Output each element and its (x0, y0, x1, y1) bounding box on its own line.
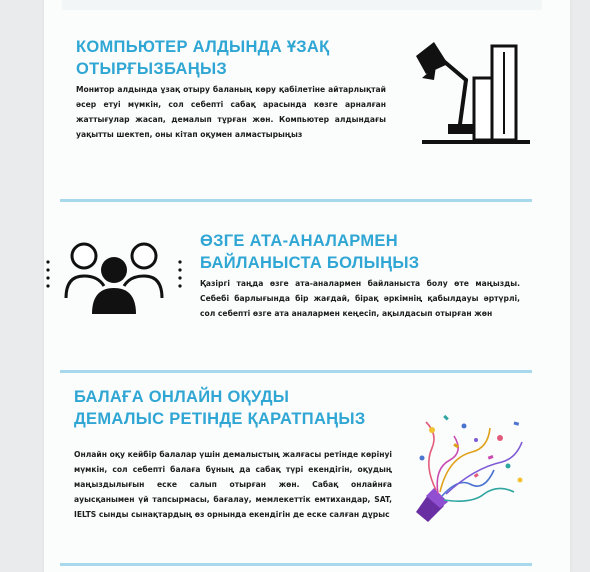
party-popper-icon (404, 408, 534, 526)
section-3-title-line-1: БАЛАҒА ОНЛАЙН ОҚУДЫ (74, 388, 290, 406)
section-2-title-line-2: БАЙЛАНЫСТА БОЛЫҢЫЗ (200, 254, 420, 272)
page-top-strip (62, 0, 542, 10)
section-2-title-line-1: ӨЗГЕ АТА-АНАЛАРМЕН (200, 232, 398, 250)
section-divider (60, 370, 532, 373)
section-divider (60, 563, 532, 566)
section-2-body: Қазіргі таңда өзге ата-аналармен байланыста болу өте маңызды. Себебі барлығында бір жағдай, бірақ әркімнің қабылдауы әртүрлі, сол себепті өзге ата аналармен кеңесіп, ақылдасып отырған жөн (200, 279, 520, 318)
section-1-title-line-1: КОМПЬЮТЕР АЛДЫНДА ҰЗАҚ (76, 38, 330, 56)
desk-lamp-books-icon (404, 38, 534, 156)
section-1-title (76, 36, 330, 80)
section-3-title (74, 386, 365, 430)
section-1-body: Монитор алдында ұзақ отыру баланың көру қабілетіне айтарлықтай әсер етуі мүмкін, сол себепті сабақ арасында көзге арналған жаттығулар жасап, демалып тұрған жөн. Компьютер алдындағы уақытты шектеп, оны кітап оқумен алмастырыңыз (76, 85, 386, 139)
section-3-title-line-2: ДЕМАЛЫС РЕТІНДЕ ҚАРАТПАҢЫЗ (74, 410, 366, 428)
section-1-title-line-2: ОТЫРҒЫЗБАҢЫЗ (76, 60, 228, 78)
section-3-body: Онлайн оқу кейбір балалар үшін демалыстың жалғасы ретінде көрінуі мүмкін, сол себепті балаға бұның да сабақ түрі екендігін, оқудың маңыздылығын еске салып отырған жөн. Сабақ онлайнға ауысқанымен үй тапсырмасы, бағалау, мемлекеттік емтихандар, SAT, IELTS сынды сынақтардың өз орнында екендігін де еске салған дұрыс (74, 450, 392, 519)
section-2-title (200, 230, 419, 274)
section-divider (60, 199, 532, 202)
people-group-icon (44, 236, 184, 318)
